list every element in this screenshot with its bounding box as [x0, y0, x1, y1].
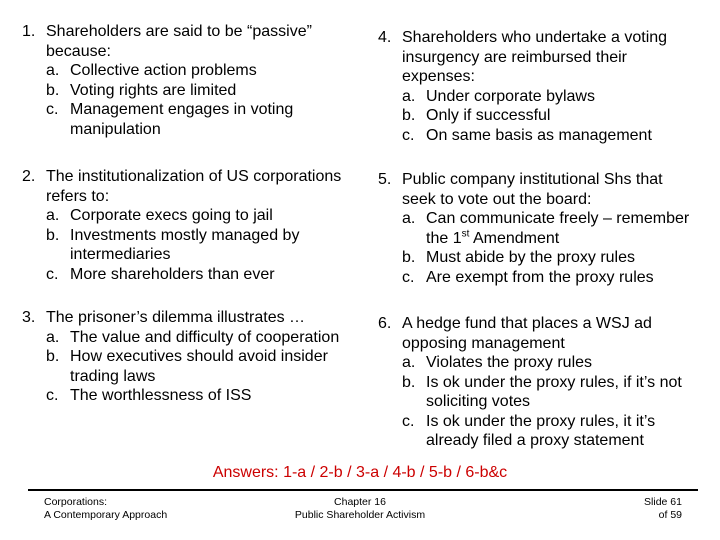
question-number: 5. [378, 171, 392, 188]
question-text: Shareholders are said to be “passive” because: [46, 23, 312, 60]
option-text: Collective action problems [70, 62, 257, 79]
question-text: The prisoner’s dilemma illustrates … [46, 309, 306, 326]
option-letter: a. [46, 62, 60, 79]
option-b [378, 106, 698, 126]
footer-slide-number [644, 496, 682, 522]
question-1 [22, 22, 342, 139]
question-stem [22, 167, 342, 206]
question-text: Public company institutional Shs that seek to vote out the board: [402, 171, 663, 208]
option-a [22, 206, 342, 226]
option-b [378, 373, 698, 412]
option-text: Management engages in voting manipulation [70, 101, 294, 138]
option-text: Only if successful [426, 107, 551, 124]
option-c [378, 268, 698, 288]
option-letter: a. [46, 207, 60, 224]
option-c [378, 412, 698, 451]
option-text: Is ok under the proxy rules, it it’s already filed a proxy statement [426, 412, 656, 449]
footer-divider [28, 489, 698, 491]
footer-slide-line1: Slide 61 [644, 496, 682, 508]
question-number: 2. [22, 168, 36, 185]
option-text: The value and difficulty of cooperation [70, 328, 340, 346]
option-text: Voting rights are limited [70, 81, 237, 99]
option-text: Under corporate bylaws [426, 87, 595, 105]
option-c [22, 386, 342, 406]
question-5 [378, 170, 698, 287]
answer-key: Answers: 1-a / 2-b / 3-a / 4-b / 5-b / 6-b&c [212, 464, 508, 481]
option-letter: a. [402, 87, 416, 105]
option-text: Violates the proxy rules [426, 354, 593, 371]
option-letter: c. [46, 387, 59, 404]
option-a [378, 209, 698, 248]
footer-slide-line2: of 59 [658, 509, 682, 521]
question-3 [22, 308, 342, 406]
option-letter: a. [402, 210, 416, 227]
footer-book-title-line2: A Contemporary Approach [44, 509, 168, 521]
option-letter: c. [46, 101, 59, 118]
question-4 [378, 28, 698, 145]
option-letter: c. [402, 412, 415, 430]
question-number: 3. [22, 309, 36, 326]
option-a [378, 353, 698, 373]
option-b [22, 226, 342, 265]
question-text: Shareholders who undertake a voting insurgency are reimbursed their expenses: [402, 29, 668, 85]
question-stem [22, 22, 342, 61]
option-c [378, 126, 698, 146]
option-letter: b. [46, 226, 60, 244]
option-letter: c. [402, 126, 415, 144]
option-letter: c. [46, 265, 59, 283]
footer-chapter [250, 496, 470, 522]
option-text: Are exempt from the proxy rules [426, 268, 654, 286]
option-text: More shareholders than ever [70, 265, 275, 283]
option-text: On same basis as management [426, 126, 652, 144]
option-letter: c. [402, 268, 415, 286]
option-letter: a. [402, 354, 416, 371]
option-text-post: Amendment [469, 229, 560, 247]
question-number: 1. [22, 23, 36, 40]
option-text: Is ok under the proxy rules, if it’s not soliciting votes [426, 373, 682, 410]
option-letter: b. [46, 81, 60, 99]
option-letter: b. [402, 373, 416, 391]
question-stem [378, 314, 698, 353]
option-text: Corporate execs going to jail [70, 207, 273, 224]
option-a [378, 87, 698, 107]
option-text: Investments mostly managed by intermediaries [70, 226, 300, 263]
question-stem [22, 308, 342, 328]
question-stem [378, 170, 698, 209]
question-number: 6. [378, 315, 392, 332]
option-text [426, 210, 689, 247]
question-number: 4. [378, 29, 392, 46]
question-text: The institutionalization of US corporations refers to: [46, 168, 342, 205]
option-text: The worthlessness of ISS [70, 387, 252, 404]
option-a [22, 328, 342, 348]
option-text: How executives should avoid insider trading laws [70, 348, 328, 385]
option-b [22, 81, 342, 101]
footer-book-title [44, 496, 167, 522]
option-b [378, 248, 698, 268]
option-text: Must abide by the proxy rules [426, 249, 635, 266]
footer-book-title-line1: Corporations: [44, 496, 108, 508]
option-b [22, 347, 342, 386]
question-2 [22, 167, 342, 284]
option-a [22, 61, 342, 81]
option-c [22, 100, 342, 139]
footer-chapter-title: Public Shareholder Activism [294, 509, 426, 521]
ordinal-suffix: st [461, 228, 470, 240]
option-c [22, 265, 342, 285]
option-letter: b. [402, 249, 416, 266]
option-letter: b. [46, 348, 60, 365]
option-letter: b. [402, 107, 416, 124]
question-text: A hedge fund that places a WSJ ad opposing management [402, 315, 652, 352]
question-stem [378, 28, 698, 87]
option-letter: a. [46, 328, 60, 346]
footer-chapter-number: Chapter 16 [334, 496, 386, 508]
option-text-pre: Can communicate freely – remember the 1 [426, 210, 690, 247]
question-6 [378, 314, 698, 451]
